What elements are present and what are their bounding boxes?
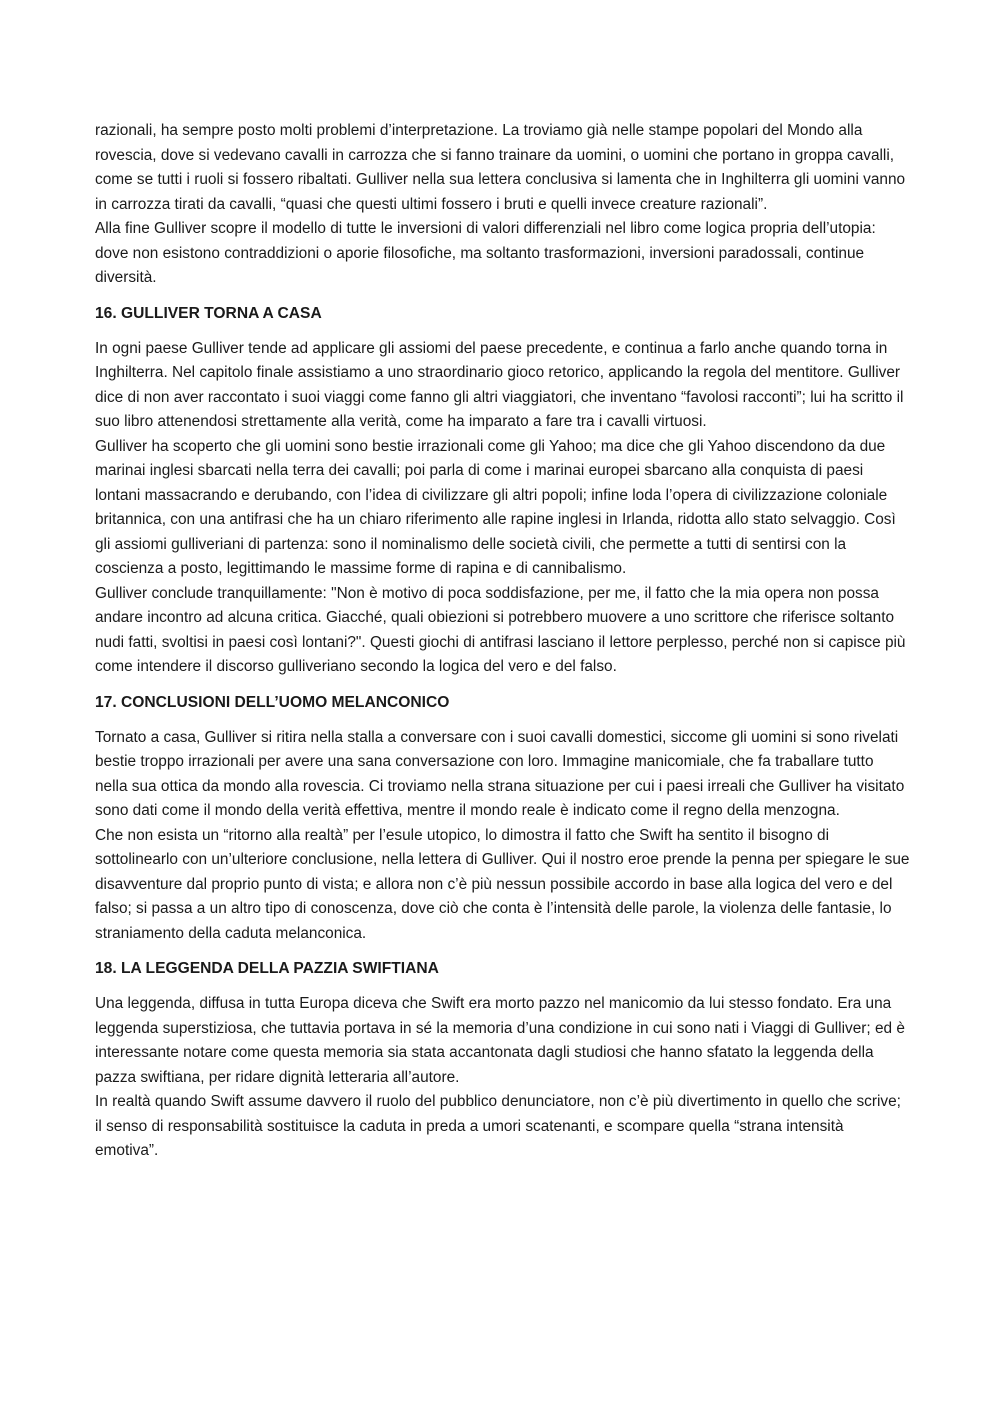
section-heading: 17. CONCLUSIONI DELL’UOMO MELANCONICO bbox=[95, 693, 450, 711]
document-page bbox=[95, 119, 910, 1164]
intro-section bbox=[95, 119, 910, 291]
paragraph: razionali, ha sempre posto molti problemi d’interpretazione. La troviamo già nelle stampe popolari del Mondo alla rovescia, dove si vedevano cavalli in carrozza che si fanno trainare da uomini, o uomini che portano in groppa cavalli, come se tutti i ruoli si fossero ribaltati. Gulliver nella sua lettera conclusiva si lamenta che in Inghilterra gli uomini vanno in carrozza tirati da cavalli, “quasi che questi ultimi fossero i bruti e quelli invece creature razionali”. bbox=[95, 122, 906, 213]
paragraph: Gulliver ha scoperto che gli uomini sono bestie irrazionali come gli Yahoo; ma dice che gli Yahoo discendono da due marinai inglesi sbarcati nella terra dei cavalli; poi parla di come i marinai europei sbarcano alla conquista di paesi lontani massacrando e derubando, con l’idea di civilizzare gli altri popoli; infine loda l’opera di civilizzazione coloniale britannica, con una antifrasi che ha un chiaro riferimento alle rapine inglesi in Irlanda, ridotta allo stato selvaggio. Così gli assiomi gulliveriani di partenza: sono il nominalismo delle società civili, che permette a tutti di sentirsi con la coscienza a posto, legittimando le massime forme di rapina e di cannibalismo. bbox=[95, 437, 896, 577]
section-18 bbox=[95, 959, 910, 1164]
paragraph: In ogni paese Gulliver tende ad applicare gli assiomi del paese precedente, e continua a farlo anche quando torna in Inghilterra. Nel capitolo finale assistiamo a uno straordinario gioco retorico, applicando la regola del mentitore. Gulliver dice di non aver raccontato i suoi viaggi come fanno gli altri viaggiatori, che inventano “favolosi racconti”; lui ha scritto il suo libro attenendosi strettamente alla verità, come ha imparato a fare tra i cavalli virtuosi. bbox=[95, 339, 904, 430]
section-heading: 18. LA LEGGENDA DELLA PAZZIA SWIFTIANA bbox=[95, 960, 439, 977]
section-heading: 16. GULLIVER TORNA A CASA bbox=[95, 304, 322, 322]
paragraph: Alla fine Gulliver scopre il modello di tutte le inversioni di valori differenziali nel libro come logica propria dell’utopia: dove non esistono contraddizioni o aporie filosofiche, ma soltanto trasformazioni, inversioni paradossali, continue diversità. bbox=[95, 220, 876, 286]
paragraph: Tornato a casa, Gulliver si ritira nella stalla a conversare con i suoi cavalli domestici, siccome gli uomini si sono rivelati bestie troppo irrazionali per avere una sana conversazione con loro. Immagine manicomiale, che fa traballare tutto nella sua ottica da mondo alla rovescia. Ci troviamo nella strana situazione per cui i paesi irreali che Gulliver ha visitato sono dati come il mondo della verità effettiva, mentre il mondo reale è indicato come il regno della menzogna. bbox=[95, 728, 905, 819]
paragraph: Una leggenda, diffusa in tutta Europa diceva che Swift era morto pazzo nel manicomio da lui stesso fondato. Era una leggenda superstiziosa, che tuttavia portava in sé la memoria d’una condizione in cui sono nati i Viaggi di Gulliver; ed è interessante notare come questa memoria sia stata accantonata dagli studiosi che hanno sfatato la leggenda della pazza swiftiana, per ridare dignità letteraria all’autore. bbox=[95, 995, 905, 1086]
paragraph: In realtà quando Swift assume davvero il ruolo del pubblico denunciatore, non c’è più divertimento in quello che scrive; il senso di responsabilità sostituisce la caduta in preda a umori scatenanti, e scompare quella “strana intensità emotiva”. bbox=[95, 1093, 901, 1159]
paragraph: Che non esista un “ritorno alla realtà” per l’esule utopico, lo dimostra il fatto che Swift ha sentito il bisogno di sottolinearlo con un’ulteriore conclusione, nella lettera di Gulliver. Qui il nostro eroe prende la penna per spiegare le sue disavventure dal proprio punto di vista; e allora non c’è più nessun possibile accordo in base alla logica del vero e del falso; si passa a un altro tipo di conoscenza, dove ciò che conta è l’intensità delle parole, la violenza delle fantasie, lo straniamento della caduta melanconica. bbox=[95, 826, 910, 942]
section-16 bbox=[95, 304, 910, 680]
paragraph: Gulliver conclude tranquillamente: "Non è motivo di poca soddisfazione, per me, il fatto che la mia opera non possa andare incontro ad alcuna critica. Giacché, quali obiezioni si potrebbero muovere a uno scrittore che riferisce soltanto nudi fatti, svoltisi in paesi così lontani?". Questi giochi di antifrasi lasciano il lettore perplesso, perché non si capisce più come intendere il discorso gulliveriano secondo la logica del vero e del falso. bbox=[95, 584, 906, 675]
section-17 bbox=[95, 693, 910, 947]
